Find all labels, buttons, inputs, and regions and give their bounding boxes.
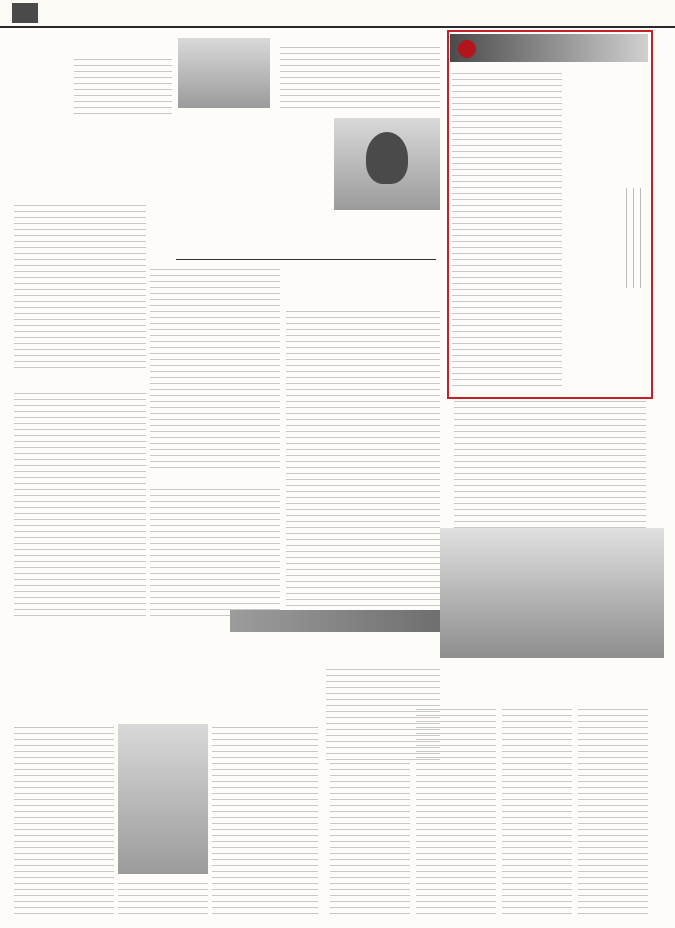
- article3-col1: [330, 762, 410, 914]
- masthead: [0, 0, 675, 28]
- article1-col3: [286, 306, 440, 552]
- page-number: [12, 3, 38, 23]
- intro-text: [74, 54, 172, 114]
- article2-col1: [14, 724, 114, 914]
- article2-col2: [118, 880, 208, 914]
- intro-text-right: [280, 44, 440, 108]
- kicker-banner: [450, 34, 648, 62]
- portrait-photo: [334, 118, 440, 210]
- article1-col1: [14, 200, 146, 368]
- article1-col1b: [14, 388, 146, 616]
- article1-col2b: [150, 488, 280, 616]
- veteran-photo: [118, 724, 208, 874]
- group-photo: [440, 528, 664, 658]
- column-body: [452, 70, 562, 386]
- divider: [176, 259, 436, 260]
- article2-col3: [212, 724, 318, 914]
- right-text: [454, 398, 646, 528]
- banner: [230, 610, 440, 632]
- article3-col4: [578, 708, 648, 914]
- article1-tail: [286, 556, 440, 606]
- portrait-silhouette: [366, 132, 408, 184]
- historic-photo: [178, 38, 270, 108]
- article3-col3: [502, 708, 572, 914]
- article3-col2: [416, 708, 496, 914]
- article1-col2: [150, 268, 280, 468]
- party-emblem-icon: [458, 40, 476, 58]
- column-credit: [626, 188, 644, 288]
